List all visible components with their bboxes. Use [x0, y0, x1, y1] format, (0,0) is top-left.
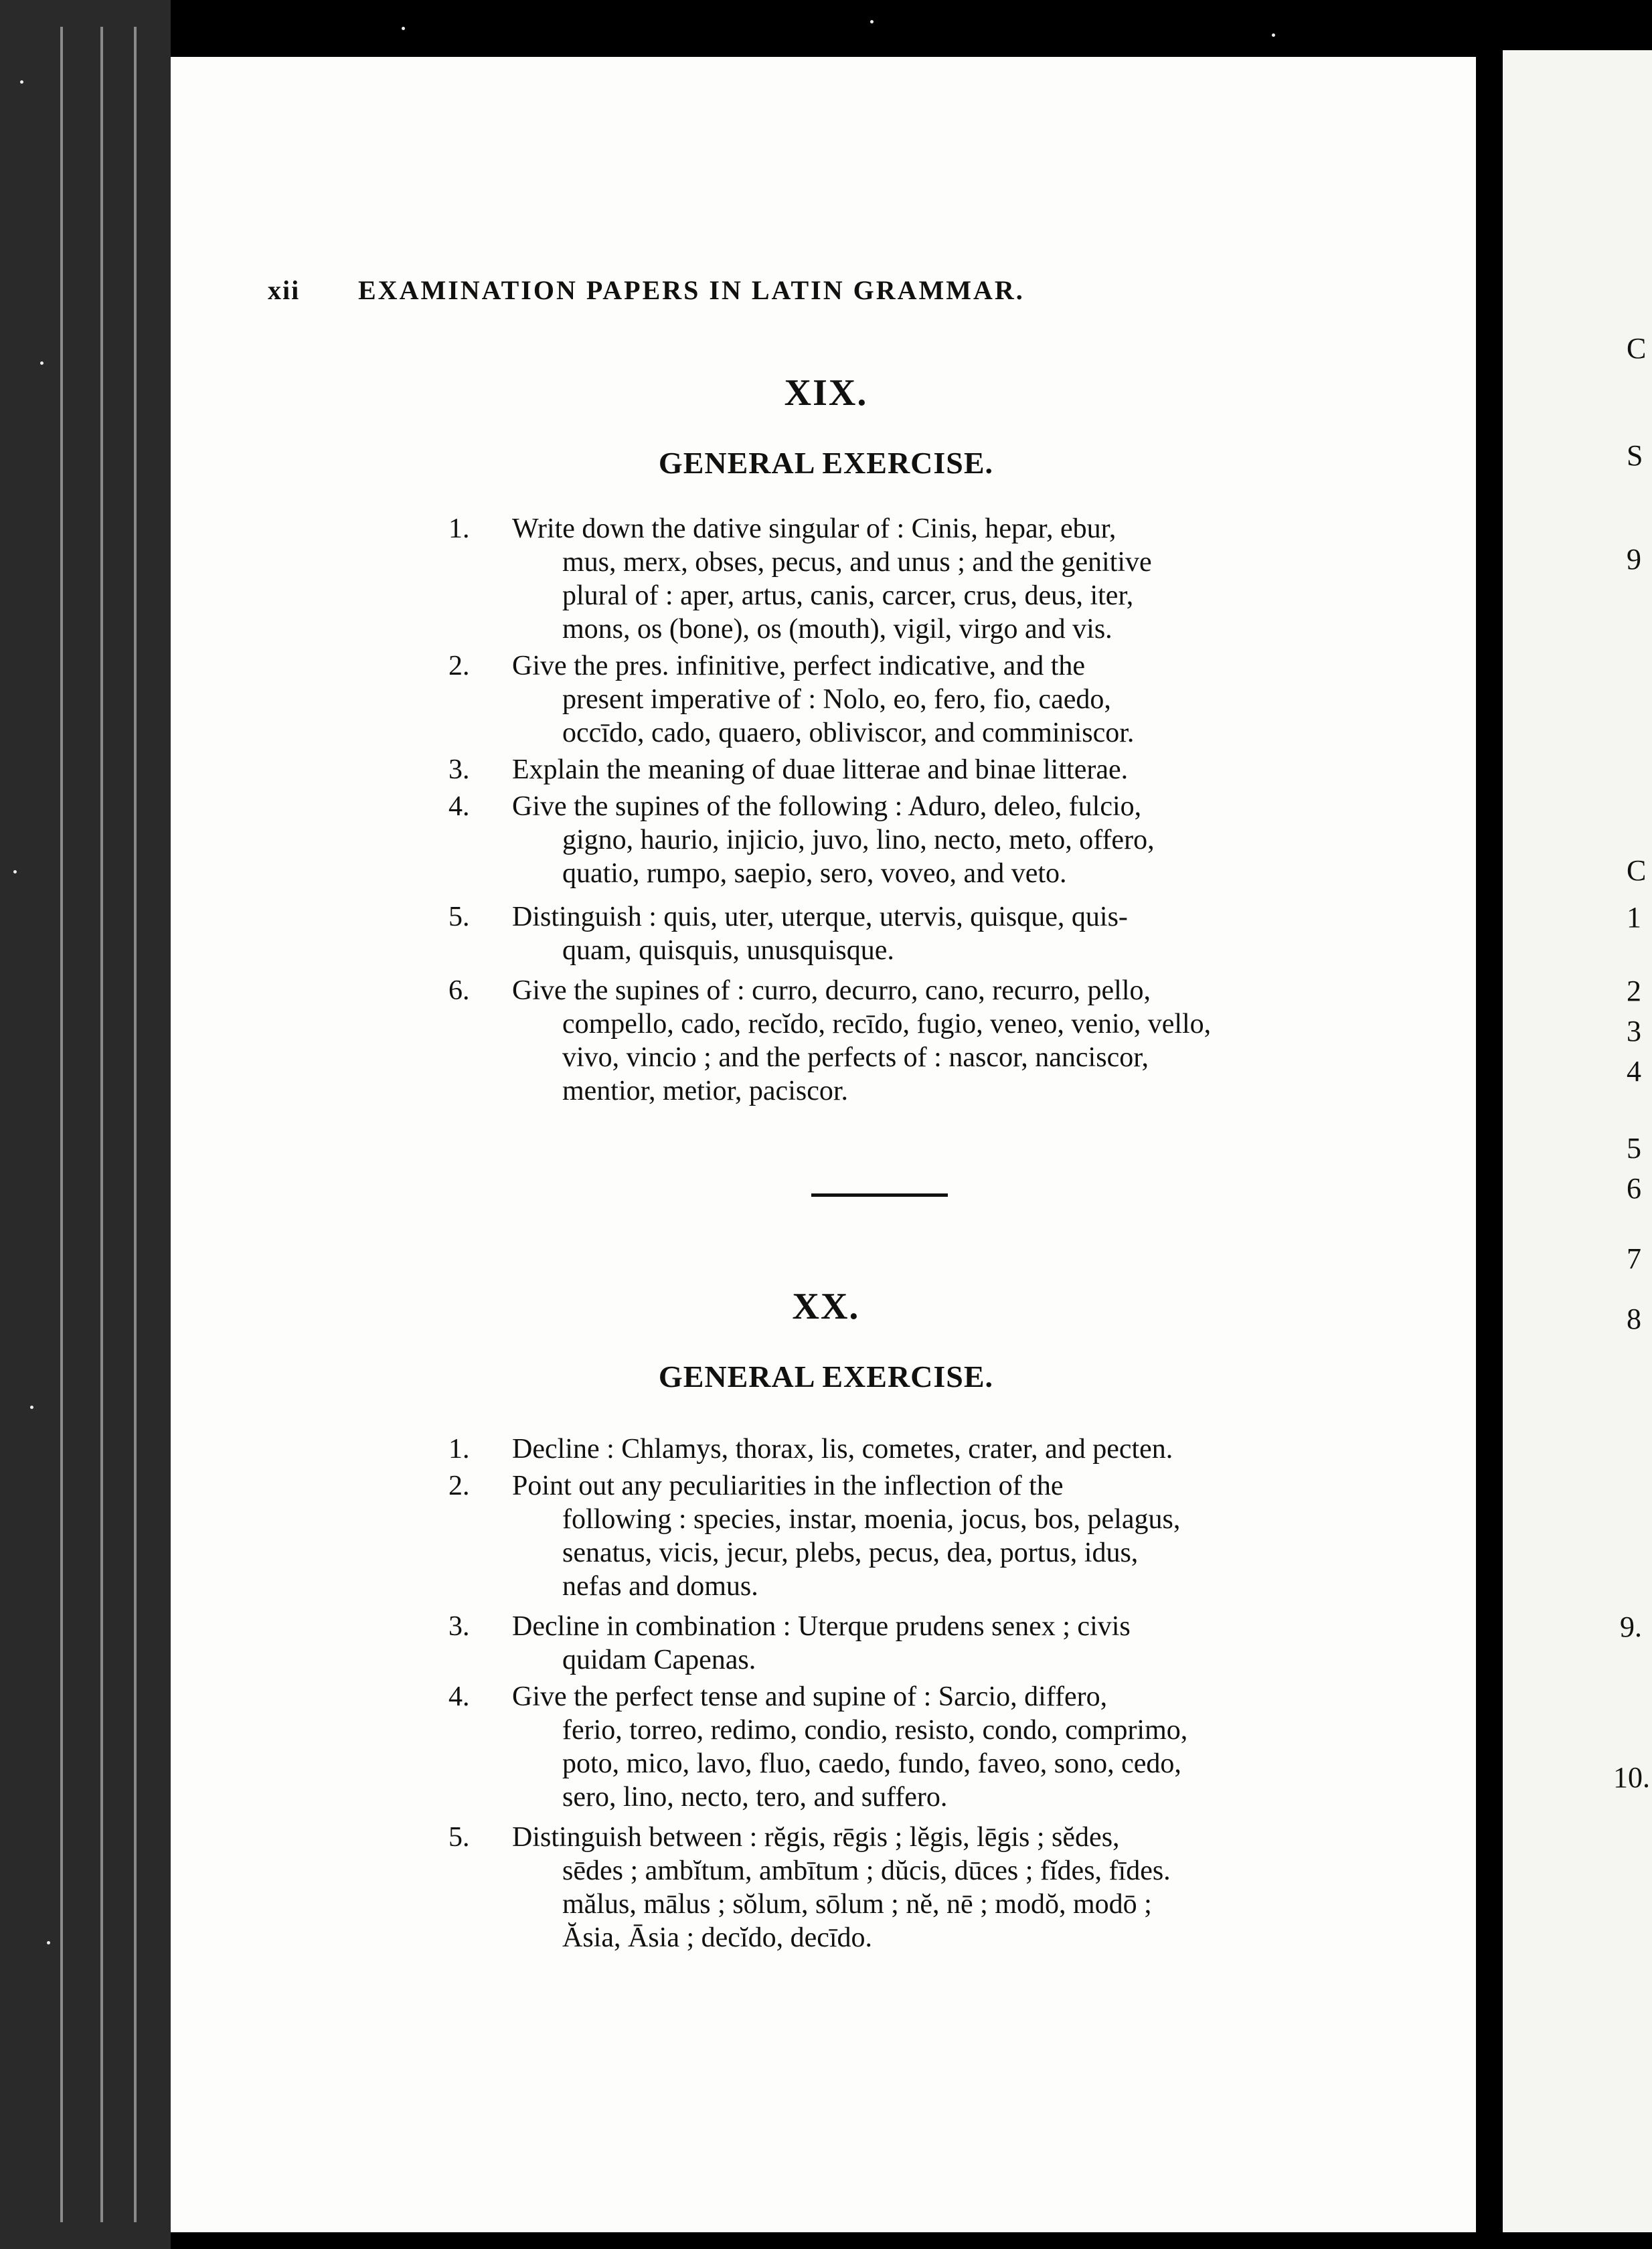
scan-speck [30, 1406, 33, 1409]
item-line: Give the supines of : curro, decurro, cano, recurro, pello, [512, 975, 1151, 1006]
item-number: 3. [448, 754, 470, 785]
item-number: 1. [448, 513, 470, 544]
next-page-fragment: 9. [1620, 1610, 1642, 1643]
item-line: Decline in combination : Uterque prudens senex ; civis [512, 1611, 1131, 1642]
exercise-item [448, 900, 1319, 967]
exercise-item [448, 1821, 1319, 1954]
exercise-item [448, 649, 1319, 750]
item-line: Distinguish : quis, uter, uterque, utervis, quisque, quis- [512, 902, 1128, 932]
section-title: GENERAL EXERCISE. [658, 1359, 994, 1394]
book-spine [0, 0, 171, 2249]
exercise-item [448, 1680, 1319, 1814]
exercise-item [448, 1610, 1319, 1677]
scan-speck [47, 1941, 50, 1944]
item-line: vivo, vincio ; and the perfects of : nascor, nanciscor, [562, 1042, 1149, 1073]
item-line: Give the supines of the following : Aduro, deleo, fulcio, [512, 791, 1142, 822]
item-line: sero, lino, necto, tero, and suffero. [562, 1782, 948, 1813]
page-number: xii [268, 275, 301, 305]
exercise-item [448, 753, 1319, 786]
item-number: 4. [448, 791, 470, 822]
next-page-fragment: 7 [1627, 1242, 1641, 1275]
item-number: 2. [448, 651, 470, 681]
scan-speck [1272, 33, 1275, 37]
item-number: 6. [448, 975, 470, 1006]
exercise-item [448, 974, 1319, 1108]
next-page-fragment: 8 [1627, 1303, 1641, 1335]
scan-speck [870, 20, 874, 23]
next-page-fragment: 9 [1627, 543, 1641, 576]
item-number: 2. [448, 1471, 470, 1501]
item-line: compello, cado, recĭdo, recīdo, fugio, veneo, venio, vello, [562, 1009, 1212, 1039]
item-line: Decline : Chlamys, thorax, lis, cometes, crater, and pecten. [512, 1434, 1173, 1465]
next-page-fragment: 6 [1627, 1172, 1641, 1205]
scan-speck [402, 27, 405, 30]
next-page-fragment: S [1627, 439, 1643, 472]
item-line: quam, quisquis, unusquisque. [562, 935, 894, 966]
next-page-fragment: C [1627, 332, 1647, 365]
item-line: ferio, torreo, redimo, condio, resisto, condo, comprimo, [562, 1715, 1188, 1746]
running-title: EXAMINATION PAPERS IN LATIN GRAMMAR. [358, 275, 1025, 305]
scan-speck [40, 361, 44, 365]
item-line: nefas and domus. [562, 1571, 758, 1602]
item-line: Explain the meaning of duae litterae and binae litterae. [512, 754, 1129, 785]
section-divider [811, 1193, 948, 1197]
item-number: 3. [448, 1611, 470, 1642]
exercise-item [448, 1432, 1319, 1466]
item-line: poto, mico, lavo, fluo, caedo, fundo, faveo, sono, cedo, [562, 1748, 1181, 1779]
item-line: mălus, mālus ; sŏlum, sōlum ; nĕ, nē ; modŏ, modō ; [562, 1889, 1152, 1920]
item-line: gigno, haurio, injicio, juvo, lino, necto, meto, offero, [562, 825, 1155, 855]
item-line: mons, os (bone), os (mouth), vigil, virgo and vis. [562, 614, 1112, 645]
exercise-item [448, 512, 1319, 646]
next-page-fragment: 5 [1627, 1132, 1641, 1165]
item-line: Distinguish between : rĕgis, rēgis ; lĕgis, lēgis ; sĕdes, [512, 1822, 1120, 1853]
item-line: senatus, vicis, jecur, plebs, pecus, dea, portus, idus, [562, 1537, 1139, 1568]
item-line: present imperative of : Nolo, eo, fero, fio, caedo, [562, 684, 1111, 715]
next-page-fragment: 2 [1627, 975, 1641, 1007]
item-line: quidam Capenas. [562, 1645, 756, 1675]
item-line: mentior, metior, paciscor. [562, 1076, 849, 1106]
exercise-item [448, 1469, 1319, 1603]
item-line: quatio, rumpo, saepio, sero, voveo, and veto. [562, 858, 1067, 889]
item-line: Give the pres. infinitive, perfect indicative, and the [512, 651, 1086, 681]
item-number: 4. [448, 1681, 470, 1712]
next-page-fragment: 4 [1627, 1055, 1641, 1088]
section-number: XX. [792, 1286, 860, 1327]
page-edge [134, 27, 137, 2222]
next-page-fragment: 3 [1627, 1015, 1641, 1048]
item-number: 1. [448, 1434, 470, 1465]
exercise-item [448, 790, 1319, 890]
next-page-fragment: 10. [1613, 1761, 1650, 1794]
section-number: XIX. [784, 372, 868, 414]
page-edge [100, 27, 103, 2222]
next-page-fragment: 1 [1627, 901, 1641, 934]
scan-speck [13, 870, 17, 873]
item-line: mus, merx, obses, pecus, and unus ; and the genitive [562, 547, 1152, 578]
item-line: Give the perfect tense and supine of : Sarcio, differo, [512, 1681, 1108, 1712]
section-title: GENERAL EXERCISE. [658, 446, 994, 480]
item-line: Write down the dative singular of : Cinis, hepar, ebur, [512, 513, 1117, 544]
item-line: following : species, instar, moenia, jocus, bos, pelagus, [562, 1504, 1181, 1535]
item-number: 5. [448, 902, 470, 932]
page-edge [60, 27, 63, 2222]
item-line: sēdes ; ambĭtum, ambītum ; dŭcis, dūces ; fĭdes, fīdes. [562, 1855, 1171, 1886]
item-line: Ăsia, Āsia ; decĭdo, decīdo. [562, 1922, 873, 1953]
next-page-fragment: C [1627, 854, 1647, 887]
scan-speck [20, 80, 23, 84]
item-number: 5. [448, 1822, 470, 1853]
item-line: plural of : aper, artus, canis, carcer, crus, deus, iter, [562, 580, 1134, 611]
item-line: Point out any peculiarities in the inflection of the [512, 1471, 1064, 1501]
item-line: occīdo, cado, quaero, obliviscor, and comminiscor. [562, 718, 1135, 748]
